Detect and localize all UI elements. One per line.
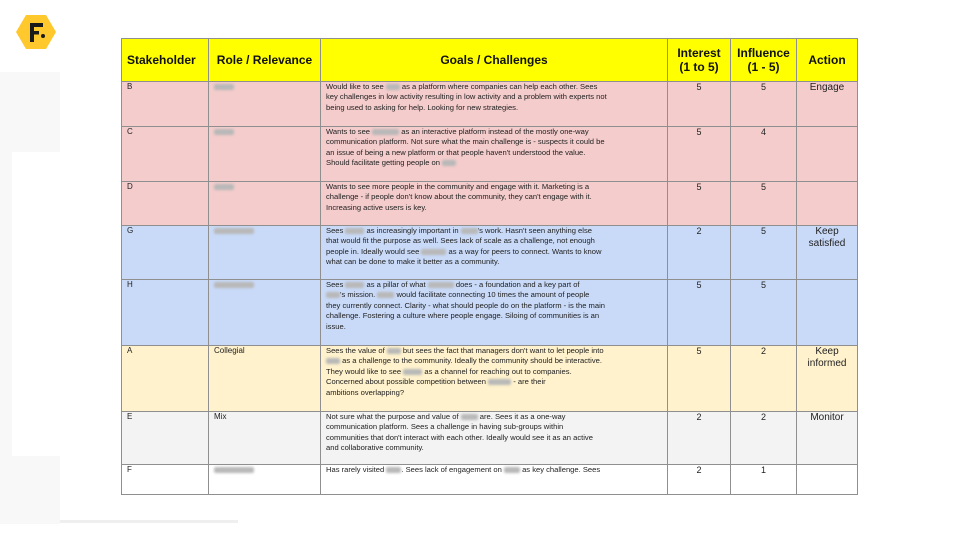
goal-line: Concerned about possible competition between - are their xyxy=(326,377,546,387)
goal-line: communities that don't interact with each other. Ideally would see it as an active xyxy=(326,432,593,442)
header-influence-scale: (1 - 5) xyxy=(747,60,780,74)
role-cell: Collegial xyxy=(209,346,321,412)
interest-cell: 5 xyxy=(668,346,731,412)
goal-line: key challenges in low activity resulting in low activity and a problem with experts not xyxy=(326,92,607,102)
background-panel-inner xyxy=(12,152,60,456)
stakeholder-table xyxy=(121,38,858,495)
influence-cell: 5 xyxy=(731,182,797,226)
redacted-text xyxy=(386,467,401,473)
header-interest-scale: (1 to 5) xyxy=(679,60,719,74)
redacted-text xyxy=(442,160,456,166)
redacted-role xyxy=(214,282,254,288)
table-row xyxy=(122,82,858,127)
stakeholder-cell: H xyxy=(122,280,209,346)
stakeholder-cell: F xyxy=(122,465,209,495)
action-cell xyxy=(797,465,858,495)
goals-cell xyxy=(321,465,668,495)
header-action: Action xyxy=(797,39,858,82)
influence-cell: 2 xyxy=(731,412,797,465)
influence-cell: 5 xyxy=(731,226,797,280)
redacted-role xyxy=(214,228,254,234)
goal-line: what can be done to make it better as a community. xyxy=(326,257,500,267)
redacted-text xyxy=(488,379,511,385)
redacted-text xyxy=(345,282,364,288)
interest-cell: 2 xyxy=(668,465,731,495)
redacted-text xyxy=(403,369,422,375)
table-row xyxy=(122,127,858,182)
stakeholder-cell: D xyxy=(122,182,209,226)
role-cell: Mix xyxy=(209,412,321,465)
interest-cell: 5 xyxy=(668,127,731,182)
goals-cell xyxy=(321,226,668,280)
f-hexagon-logo-icon xyxy=(16,14,56,50)
redacted-role xyxy=(214,129,234,135)
interest-cell: 2 xyxy=(668,412,731,465)
goal-line: Wants to see as an interactive platform instead of the mostly one-way xyxy=(326,127,589,136)
goals-cell xyxy=(321,280,668,346)
influence-cell: 5 xyxy=(731,82,797,127)
goals-cell xyxy=(321,346,668,412)
goal-line: as a challenge to the community. Ideally the community should be interactive. xyxy=(326,356,662,366)
stakeholder-cell: E xyxy=(122,412,209,465)
table-row xyxy=(122,280,858,346)
goals-cell xyxy=(321,182,668,226)
goal-line: Sees the value of but sees the fact that managers don't want to let people into xyxy=(326,346,604,355)
interest-cell: 5 xyxy=(668,82,731,127)
action-cell: Monitor xyxy=(797,412,858,465)
role-cell xyxy=(209,82,321,127)
goal-line: Should facilitate getting people on xyxy=(326,158,662,168)
goal-line: Sees as a pillar of what does - a foundation and a key part of xyxy=(326,280,580,289)
goal-line: communication platform. Not sure what the main challenge is - suspects it could be xyxy=(326,137,605,147)
goal-line: an issue of being a new platform or that people haven't understood the value. xyxy=(326,147,586,157)
goal-line: people in. Ideally would see as a way for peers to connect. Wants to know xyxy=(326,246,602,256)
action-cell: Keep informed xyxy=(797,346,858,412)
redacted-text xyxy=(504,467,520,473)
goals-cell xyxy=(321,412,668,465)
redacted-role xyxy=(214,467,254,473)
redacted-role xyxy=(214,84,234,90)
goals-cell xyxy=(321,127,668,182)
role-cell xyxy=(209,465,321,495)
action-cell: Engage xyxy=(797,82,858,127)
goal-line: being used to asking for help. Looking for new strategies. xyxy=(326,102,519,112)
goal-line: Has rarely visited . Sees lack of engagement on as key challenge. Sees xyxy=(326,465,601,474)
goal-line: challenge. Fostering a culture where people engage. Siloing of communities is an xyxy=(326,311,600,321)
role-cell xyxy=(209,280,321,346)
interest-cell: 2 xyxy=(668,226,731,280)
goal-line: ambitions overlapping? xyxy=(326,387,405,397)
redacted-text xyxy=(326,292,340,298)
header-stakeholder: Stakeholder xyxy=(122,39,209,82)
redacted-text xyxy=(461,414,478,420)
action-cell xyxy=(797,280,858,346)
action-cell: Keep satisfied xyxy=(797,226,858,280)
goal-line: 's mission. would facilitate connecting 10 times the amount of people xyxy=(326,290,662,300)
influence-cell: 4 xyxy=(731,127,797,182)
header-goals: Goals / Challenges xyxy=(321,39,668,82)
redacted-text xyxy=(387,348,401,354)
redacted-text xyxy=(372,129,399,135)
header-interest-label: Interest xyxy=(677,46,721,60)
redacted-text xyxy=(377,292,394,298)
table-row xyxy=(122,412,858,465)
goal-line: and collaborative community. xyxy=(326,443,424,453)
redacted-text xyxy=(421,249,446,255)
influence-cell: 1 xyxy=(731,465,797,495)
goal-line: Increasing active users is key. xyxy=(326,202,427,212)
goal-line: communication platform. Sees a challenge in having sub-groups within xyxy=(326,422,564,432)
redacted-text xyxy=(326,358,340,364)
table-row xyxy=(122,346,858,412)
stakeholder-cell: B xyxy=(122,82,209,127)
header-influence xyxy=(731,39,797,82)
role-cell xyxy=(209,127,321,182)
table-header-row xyxy=(122,39,858,82)
stakeholder-cell: A xyxy=(122,346,209,412)
redacted-text xyxy=(428,282,454,288)
goal-line: challenge - if people don't know about the community, they can't engage with it. xyxy=(326,192,592,202)
goal-line: Wants to see more people in the community and engage with it. Marketing is a xyxy=(326,182,590,191)
stakeholder-cell: C xyxy=(122,127,209,182)
goals-cell xyxy=(321,82,668,127)
action-cell xyxy=(797,182,858,226)
goal-line: They would like to see as a channel for reaching out to companies. xyxy=(326,366,572,376)
table-row xyxy=(122,182,858,226)
stakeholder-cell: G xyxy=(122,226,209,280)
redacted-text xyxy=(461,228,478,234)
goal-line: issue. xyxy=(326,321,346,331)
goal-line: Would like to see as a platform where companies can help each other. Sees xyxy=(326,82,598,91)
goal-line: Not sure what the purpose and value of are. Sees it as a one-way xyxy=(326,412,566,421)
role-cell xyxy=(209,226,321,280)
redacted-role xyxy=(214,184,234,190)
header-influence-label: Influence xyxy=(737,46,790,60)
table-row xyxy=(122,465,858,495)
redacted-text xyxy=(345,228,364,234)
interest-cell: 5 xyxy=(668,280,731,346)
interest-cell: 5 xyxy=(668,182,731,226)
redacted-text xyxy=(386,84,400,90)
influence-cell: 5 xyxy=(731,280,797,346)
goal-line: that would fit the purpose as well. Sees lack of scale as a challenge, not enough xyxy=(326,236,595,246)
role-cell xyxy=(209,182,321,226)
header-role: Role / Relevance xyxy=(209,39,321,82)
goal-line: Sees as increasingly important in 's work. Hasn't seen anything else xyxy=(326,226,592,235)
influence-cell: 2 xyxy=(731,346,797,412)
goal-line: they currently connect. Clarity - what should people do on the platform - is the main xyxy=(326,300,605,310)
background-divider xyxy=(60,520,238,523)
action-cell xyxy=(797,127,858,182)
table-row xyxy=(122,226,858,280)
header-interest xyxy=(668,39,731,82)
